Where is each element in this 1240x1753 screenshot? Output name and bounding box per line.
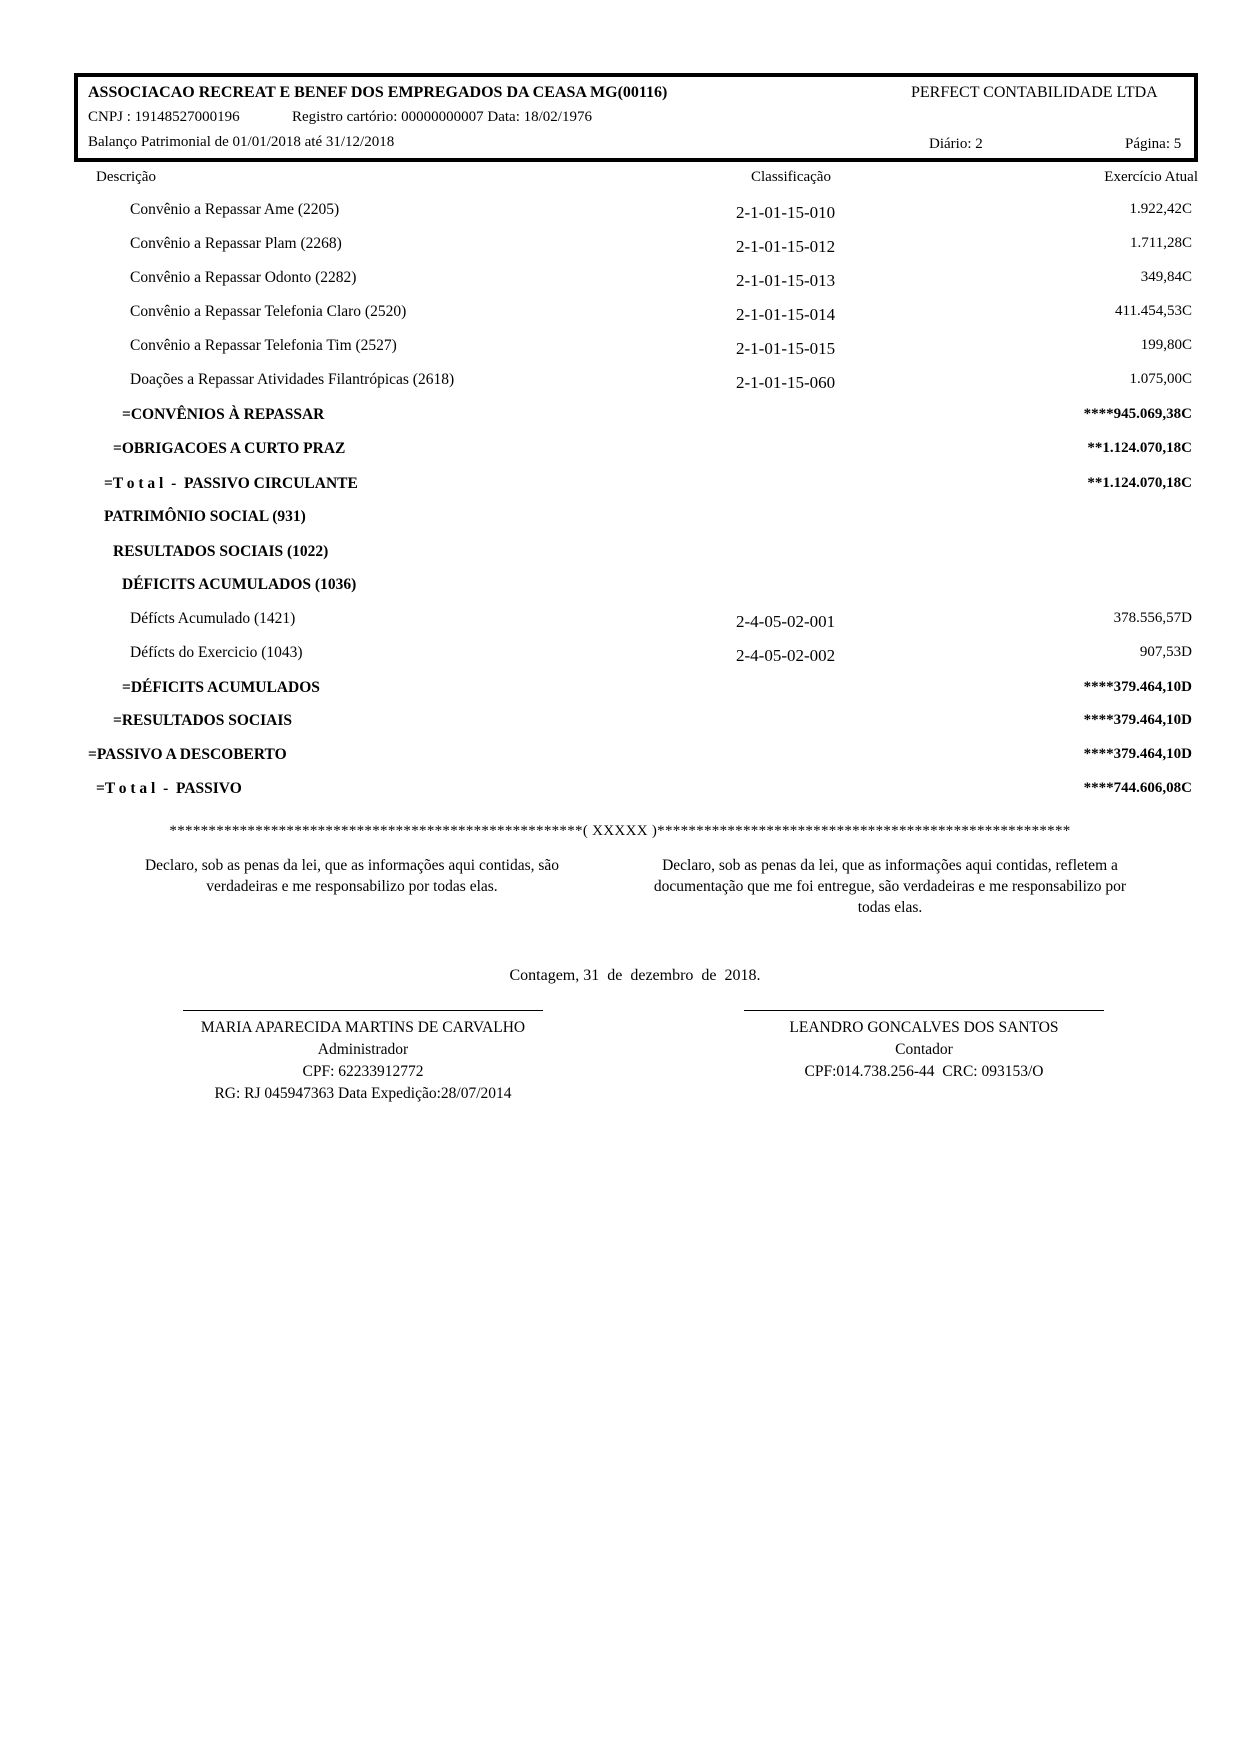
row-value: ****379.464,10D bbox=[1083, 679, 1192, 695]
row-value: ****379.464,10D bbox=[1083, 712, 1192, 728]
signer-cpf: CPF: 62233912772 bbox=[302, 1063, 424, 1080]
group-heading-row bbox=[0, 543, 1240, 569]
row-classification: 2-1-01-15-010 bbox=[736, 203, 836, 222]
row-description: DÉFICITS ACUMULADOS (1036) bbox=[122, 576, 357, 593]
column-header-classificacao: Classificação bbox=[751, 169, 831, 185]
signature-line bbox=[744, 1010, 1104, 1011]
subtotal-row bbox=[0, 712, 1240, 738]
row-description: =PASSIVO A DESCOBERTO bbox=[88, 746, 287, 763]
row-classification: 2-1-01-15-015 bbox=[736, 339, 836, 358]
subtotal-row bbox=[0, 406, 1240, 432]
row-value: **1.124.070,18C bbox=[1087, 440, 1192, 456]
table-row bbox=[0, 201, 1240, 227]
row-description: PATRIMÔNIO SOCIAL (931) bbox=[104, 508, 306, 525]
signature-block-administrator bbox=[165, 1010, 561, 1105]
row-description: =DÉFICITS ACUMULADOS bbox=[122, 679, 320, 696]
row-description: =RESULTADOS SOCIAIS bbox=[113, 712, 292, 729]
row-description: =T o t a l - PASSIVO CIRCULANTE bbox=[104, 475, 358, 492]
signer-name: LEANDRO GONCALVES DOS SANTOS bbox=[789, 1019, 1059, 1036]
row-description: Défícts Acumulado (1421) bbox=[130, 610, 296, 627]
signature-block-accountant bbox=[726, 1010, 1122, 1083]
row-value: ****744.606,08C bbox=[1083, 780, 1192, 796]
row-description: =CONVÊNIOS À REPASSAR bbox=[122, 406, 325, 423]
row-value: ****945.069,38C bbox=[1083, 406, 1192, 422]
table-row bbox=[0, 644, 1240, 670]
row-classification: 2-4-05-02-002 bbox=[736, 646, 836, 665]
column-header-descricao: Descrição bbox=[96, 169, 156, 185]
column-header-exercicio: Exercício Atual bbox=[1104, 169, 1198, 185]
row-classification: 2-4-05-02-001 bbox=[736, 612, 836, 631]
row-classification: 2-1-01-15-013 bbox=[736, 271, 836, 290]
row-value: 349,84C bbox=[1140, 269, 1192, 285]
table-row bbox=[0, 235, 1240, 261]
group-heading-row bbox=[0, 508, 1240, 534]
registro-cartorio: Registro cartório: 00000000007 Data: 18/02/1976 bbox=[292, 109, 592, 125]
table-row bbox=[0, 303, 1240, 329]
row-value: 378.556,57D bbox=[1113, 610, 1192, 626]
subtotal-row bbox=[0, 440, 1240, 466]
declaration-accountant: Declaro, sob as penas da lei, que as informações aqui contidas, refletem a documentação que me foi entregue, são verdadeiras e me responsabilizo por todas elas. bbox=[653, 857, 1127, 916]
row-value: 199,80C bbox=[1140, 337, 1192, 353]
row-description: =OBRIGACOES A CURTO PRAZ bbox=[113, 440, 346, 457]
row-description: Convênio a Repassar Telefonia Tim (2527) bbox=[130, 337, 397, 354]
diario-number: Diário: 2 bbox=[929, 136, 983, 152]
row-value: **1.124.070,18C bbox=[1087, 475, 1192, 491]
row-value: ****379.464,10D bbox=[1083, 746, 1192, 762]
total-row bbox=[0, 780, 1240, 806]
balanco-period: Balanço Patrimonial de 01/01/2018 até 31/12/2018 bbox=[88, 134, 395, 150]
page-number: Página: 5 bbox=[1125, 136, 1182, 152]
table-row bbox=[0, 337, 1240, 363]
row-description: =T o t a l - PASSIVO bbox=[96, 780, 242, 797]
signer-role: Contador bbox=[895, 1041, 953, 1058]
asterisk-separator: *****************************************************( XXXXX )***************************************************** bbox=[169, 823, 1071, 839]
table-row bbox=[0, 610, 1240, 636]
subtotal-row bbox=[0, 679, 1240, 705]
row-classification: 2-1-01-15-014 bbox=[736, 305, 836, 324]
row-value: 1.922,42C bbox=[1129, 201, 1192, 217]
row-description: Convênio a Repassar Telefonia Claro (2520) bbox=[130, 303, 407, 320]
row-classification: 2-1-01-15-060 bbox=[736, 373, 836, 392]
place-and-date: Contagem, 31 de dezembro de 2018. bbox=[509, 967, 761, 984]
table-row bbox=[0, 269, 1240, 295]
signer-role: Administrador bbox=[317, 1041, 409, 1058]
row-classification: 2-1-01-15-012 bbox=[736, 237, 836, 256]
row-value: 1.075,00C bbox=[1129, 371, 1192, 387]
row-value: 907,53D bbox=[1139, 644, 1192, 660]
signer-cpf-crc: CPF:014.738.256-44 CRC: 093153/O bbox=[804, 1063, 1044, 1080]
signer-name: MARIA APARECIDA MARTINS DE CARVALHO bbox=[200, 1019, 526, 1036]
row-description: Convênio a Repassar Ame (2205) bbox=[130, 201, 340, 218]
row-description: Doações a Repassar Atividades Filantrópicas (2618) bbox=[130, 371, 455, 388]
signer-rg: RG: RJ 045947363 Data Expedição:28/07/2014 bbox=[214, 1085, 512, 1102]
row-description: Convênio a Repassar Odonto (2282) bbox=[130, 269, 357, 286]
accounting-firm: PERFECT CONTABILIDADE LTDA bbox=[911, 84, 1158, 101]
row-description: Convênio a Repassar Plam (2268) bbox=[130, 235, 342, 252]
total-row bbox=[0, 475, 1240, 501]
subtotal-row bbox=[0, 746, 1240, 772]
row-description: Défícts do Exercicio (1043) bbox=[130, 644, 303, 661]
row-value: 1.711,28C bbox=[1130, 235, 1192, 251]
declaration-administrator: Declaro, sob as penas da lei, que as informações aqui contidas, são verdadeiras e me responsabilizo por todas elas. bbox=[144, 857, 560, 895]
signature-line bbox=[183, 1010, 543, 1011]
cnpj: CNPJ : 19148527000196 bbox=[88, 109, 240, 125]
organization-name: ASSOCIACAO RECREAT E BENEF DOS EMPREGADOS DA CEASA MG(00116) bbox=[88, 84, 668, 101]
table-row bbox=[0, 371, 1240, 397]
row-description: RESULTADOS SOCIAIS (1022) bbox=[113, 543, 329, 560]
group-heading-row bbox=[0, 576, 1240, 602]
row-value: 411.454,53C bbox=[1115, 303, 1192, 319]
